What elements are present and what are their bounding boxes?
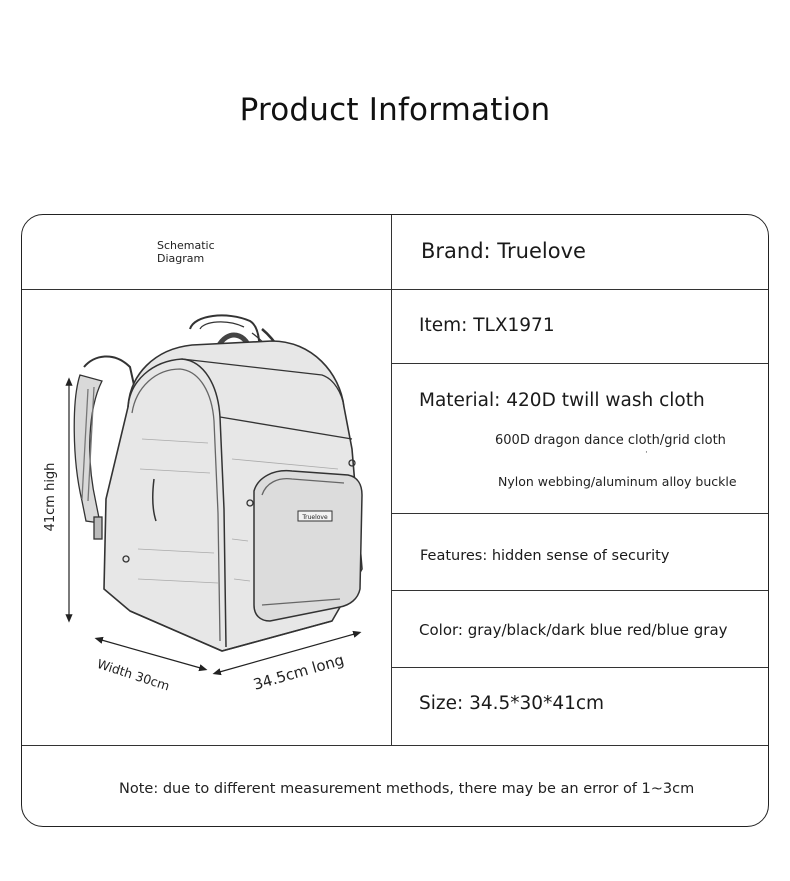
material-dot: ·	[645, 448, 648, 458]
row-divider	[22, 745, 769, 746]
row-divider	[391, 363, 769, 364]
length-label: 34.5cm long	[251, 650, 346, 694]
column-divider	[391, 215, 392, 745]
product-info-table	[21, 214, 769, 827]
item-text: Item: TLX1971	[419, 315, 555, 336]
color-text: Color: gray/black/dark blue red/blue gray	[419, 621, 728, 639]
material-line-3: Nylon webbing/aluminum alloy buckle	[498, 474, 737, 489]
page-title: Product Information	[239, 92, 551, 128]
size-text: Size: 34.5*30*41cm	[419, 693, 605, 714]
backpack-diagram	[22, 289, 391, 745]
row-divider	[391, 590, 769, 591]
brand-text: Brand: Truelove	[421, 239, 586, 263]
row-divider	[391, 513, 769, 514]
brand-tag-text: Truelove	[302, 514, 328, 521]
width-label: Width 30cm	[95, 655, 172, 694]
schematic-diagram-label: Schematic Diagram	[157, 239, 215, 265]
backpack-sketch-icon	[74, 315, 362, 651]
material-line-2: 600D dragon dance cloth/grid cloth	[495, 433, 726, 448]
row-divider	[391, 667, 769, 668]
features-text: Features: hidden sense of security	[420, 548, 670, 564]
measurement-note: Note: due to different measurement methods, there may be an error of 1~3cm	[119, 781, 695, 797]
material-text: Material: 420D twill wash cloth	[419, 390, 705, 411]
height-label: 41cm high	[43, 462, 58, 532]
